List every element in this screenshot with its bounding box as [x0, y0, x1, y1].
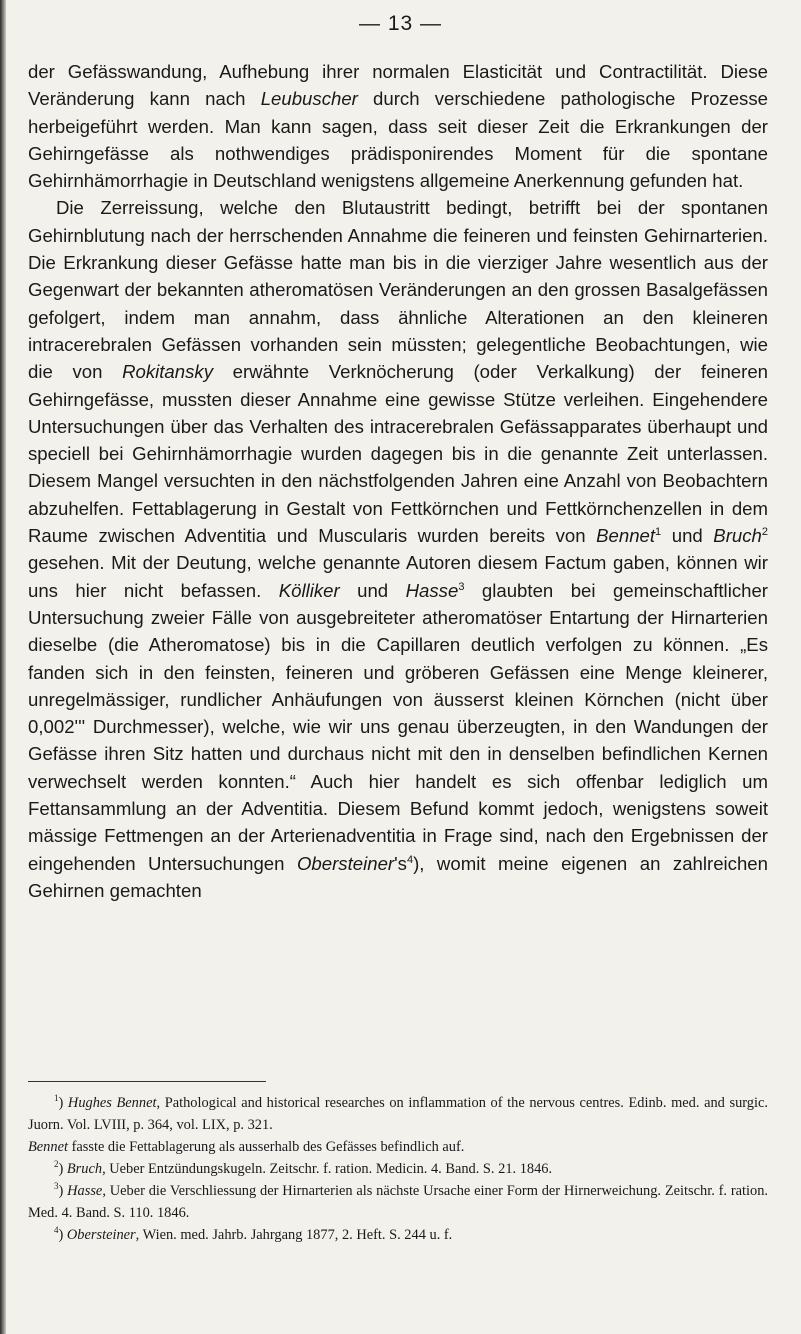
- footnote-1-continuation: [28, 1136, 768, 1158]
- text-run: ): [58, 1095, 68, 1111]
- text-run: , Pathological and historical researches on inflammation of the nervous centres. Edinb. med. and surgic. Juorn. Vol. LVIII, p. 364, vol. LIX, p. 321.: [28, 1095, 768, 1133]
- paragraph-2: [28, 194, 768, 904]
- page-number: — 13 —: [358, 12, 443, 35]
- text-run: erwähnte Verknöcherung (oder Verkalkung) der feineren Gehirngefässe, mussten dieser Annahme eine gewisse Stütze verleihen. Eingehendere Untersuchungen über das Verhalten des intracerebralen Gefässapparates überhaupt und speciell bei Gehirnhämorrhagie wurden dagegen bis in die genannte Zeit unterlassen. Diesem Mangel versuchten in den nächstfolgenden Jahren eine Anzahl von Beobachtern abzuhelfen. Fettablagerung in Gestalt von Fettkörnchen und Fettkörnchenzellen in dem Raume zwischen Adventitia und Muscularis wurden bereits von: [28, 361, 769, 547]
- footnotes: [28, 1092, 768, 1246]
- text-run: glaubten bei gemeinschaftlicher Untersuchung zweier Fälle von ausgebreiteter atheromatöser Entartung der Hirnarterien dieselbe (die Atheromatose) bis in die Capillaren deutlich verfolgen zu können. „Es fanden sich in den feinsten, feineren und gröberen Gefässen eine Menge kleinerer, unregelmässiger, rundlicher Anhäufungen von äusserst kleinen Körnchen (nicht über 0,002''' Durchmesser), welche, wie wir uns genau überzeugten, in den Wandungen der Gefässe ihren Sitz hatten und durchaus nicht mit den in denselben befindlichen Kernen verwechselt werden konnten.“ Auch hier handelt es sich offenbar lediglich um Fettansammlung an der Adventitia. Diesem Befund kommt jedoch, wenigstens soweit mässige Fettmengen an der Arterienadventitia in Frage sind, nach den Ergebnissen der eingehenden Untersuchungen: [28, 579, 768, 874]
- author-name: Bennet: [596, 525, 656, 547]
- author-name: Bruch: [66, 1161, 103, 1177]
- footnote-reference: 2: [761, 525, 768, 538]
- text-run: fasste die Fettablagerung als ausserhalb des Gefässes befindlich auf.: [67, 1139, 465, 1155]
- author-name: Obersteiner: [66, 1227, 136, 1243]
- author-name: Leubuscher: [260, 88, 358, 110]
- footnote-4: [28, 1224, 768, 1246]
- footnote-2: [28, 1158, 768, 1180]
- text-run: und: [661, 525, 714, 547]
- footnote-reference: 2: [54, 1159, 59, 1170]
- footnote-reference: 3: [458, 580, 465, 593]
- text-run: , Wien. med. Jahrb. Jahrgang 1877, 2. Heft. S. 244 u. f.: [135, 1227, 453, 1243]
- text-run: und: [339, 579, 406, 601]
- text-run: gesehen. Mit der Deutung, welche genannte Autoren diesem Factum gaben, können wir uns hier nicht befassen.: [28, 552, 768, 601]
- footnote-separator: [28, 1081, 266, 1082]
- text-run: , Ueber die Verschliessung der Hirnarterien als nächste Ursache einer Form der Hirnerweichung. Zeitschr. f. ration. Med. 4. Band. S. 110. 1846.: [28, 1183, 769, 1221]
- author-name: Hughes Bennet: [67, 1095, 157, 1111]
- footnote-reference: 1: [54, 1093, 59, 1104]
- text-run: ): [58, 1227, 67, 1243]
- text-run: durch verschiedene pathologische Prozesse herbeigeführt werden. Man kann sagen, dass seit dieser Zeit die Erkrankungen der Gehirngefässe als nothwendiges prädisponirendes Moment für die spontane Gehirnhämorrhagie in Deutschland wenigstens allgemeine Anerkennung gefunden hat.: [28, 88, 768, 192]
- footnote-3: [28, 1180, 768, 1224]
- main-text: [28, 58, 768, 904]
- paragraph-1: [28, 58, 768, 194]
- text-run: ), womit meine eigenen an zahlreichen Gehirnen gemachten: [28, 852, 768, 901]
- text-run: 's: [394, 852, 407, 874]
- footnote-reference: 4: [54, 1225, 59, 1236]
- author-name: Hasse: [67, 1183, 103, 1199]
- footnote-1: [28, 1092, 768, 1136]
- text-run: ): [58, 1161, 67, 1177]
- text-run: der Gefässwandung, Aufhebung ihrer normalen Elasticität und Contractilität. Diese Veränderung kann nach: [28, 61, 768, 110]
- footnote-reference: 3: [54, 1181, 59, 1192]
- author-name: Rokitansky: [122, 361, 213, 383]
- page-binding-edge: [0, 0, 6, 1334]
- footnote-reference: 4: [406, 853, 414, 866]
- text-run: Die Zerreissung, welche den Blutaustritt bedingt, betrifft bei der spontanen Gehirnblutung nach der herrschenden Annahme die feineren und feinsten Gehirnarterien. Die Erkrankung dieser Gefässe hatte man bis in die vierziger Jahre wesentlich aus der Gegenwart der bekannten atheromatösen Veränderungen an den grossen Basalgefässen gefolgert, indem man annahm, dass ähnliche Alterationen an den kleineren intracerebralen Gefässen vorhanden sein müssten; gelegentliche Beobachtungen, wie die von: [28, 197, 768, 383]
- author-name: Hasse: [405, 579, 459, 601]
- text-run: , Ueber Entzündungskugeln. Zeitschr. f. ration. Medicin. 4. Band. S. 21. 1846.: [102, 1161, 553, 1177]
- author-name: Kölliker: [278, 579, 340, 601]
- footnote-reference: 1: [655, 525, 662, 538]
- author-name: Bruch: [713, 525, 762, 547]
- author-name: Obersteiner: [296, 852, 395, 874]
- text-run: ): [58, 1183, 68, 1199]
- author-name: Bennet: [28, 1139, 68, 1155]
